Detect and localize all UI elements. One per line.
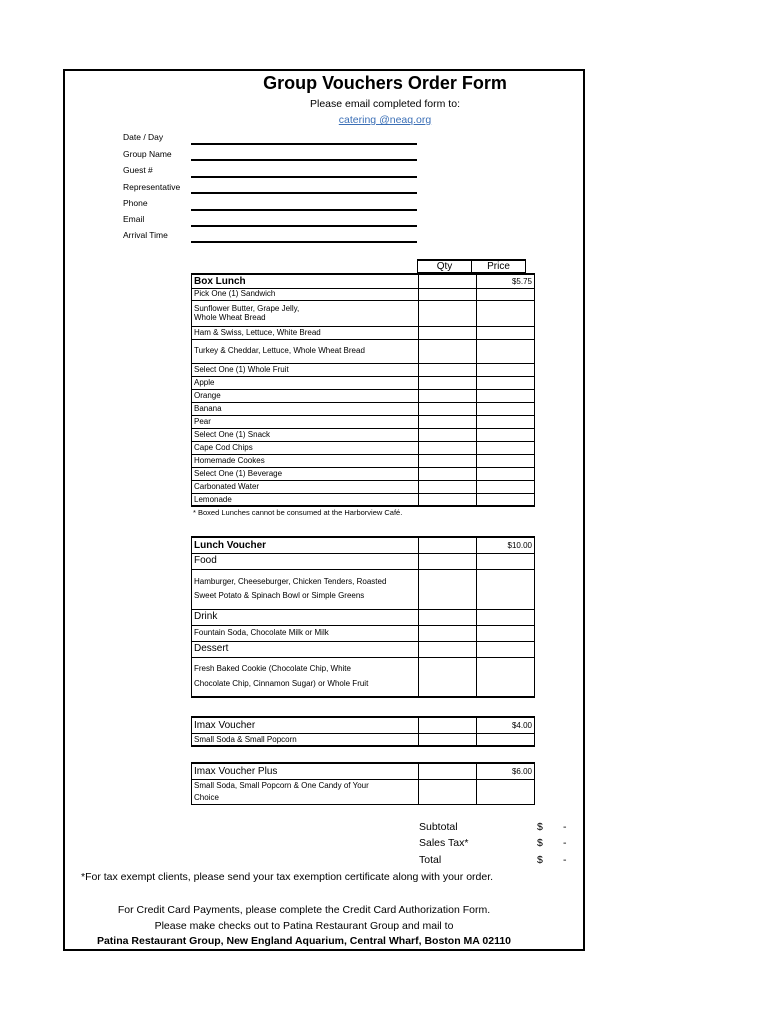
date-day-field[interactable] [191,143,417,145]
imax-voucher-qty-cell[interactable] [419,717,477,733]
table-row [192,454,535,467]
imax-voucher-price: $4.00 [477,717,535,733]
imax-voucher-plus-price: $6.00 [477,763,535,779]
price-cell [477,657,535,697]
drink-description: Fountain Soda, Chocolate Milk or Milk [192,625,419,641]
list-item: Carbonated Water [192,480,419,493]
sales-tax-currency: $ [537,837,543,849]
price-cell [477,288,535,300]
list-item: Apple [192,376,419,389]
qty-cell[interactable] [419,376,477,389]
price-cell [477,376,535,389]
table-row [192,363,535,376]
qty-cell[interactable] [419,779,477,805]
table-row [192,569,535,609]
table-row [192,480,535,493]
price-cell [477,641,535,657]
group-name-field[interactable] [191,159,417,161]
imax-voucher-plus-header-row [192,763,535,779]
sales-tax-value: - [563,837,567,849]
list-item: Pick One (1) Sandwich [192,288,419,300]
total-label: Total [419,854,442,866]
price-cell [477,441,535,454]
table-row [192,609,535,625]
imax-voucher-description: Small Soda & Small Popcorn [192,733,419,746]
food-label: Food [192,553,419,569]
credit-card-note: For Credit Card Payments, please complete the Credit Card Authorization Form. [117,904,491,916]
subtotal-label: Subtotal [419,821,458,833]
subtotal-currency: $ [537,821,543,833]
list-item: Sunflower Butter, Grape Jelly, Whole Wheat Bread [192,300,419,326]
lunch-voucher-table [191,536,535,698]
arrival-time-label: Arrival Time [123,230,168,240]
price-cell [477,733,535,746]
lunch-voucher-header-row [192,537,535,553]
table-row [192,467,535,480]
table-row [192,339,535,363]
qty-cell[interactable] [419,428,477,441]
qty-cell[interactable] [419,657,477,697]
total-value: - [563,854,567,866]
email-instruction: Please email completed form to: [310,98,460,110]
list-item: Cape Cod Chips [192,441,419,454]
qty-cell[interactable] [419,454,477,467]
imax-voucher-title: Imax Voucher [192,717,419,733]
table-row [192,326,535,339]
food-description: Hamburger, Cheeseburger, Chicken Tenders, Roasted Sweet Potato & Spinach Bowl or Simple Greens [192,569,419,609]
qty-cell[interactable] [419,480,477,493]
lunch-voucher-title: Lunch Voucher [192,537,419,553]
price-cell [477,389,535,402]
list-item: Lemonade [192,493,419,506]
table-row [192,641,535,657]
imax-voucher-header-row [192,717,535,733]
list-item: Select One (1) Whole Fruit [192,363,419,376]
price-cell [477,339,535,363]
table-row [192,288,535,300]
qty-cell[interactable] [419,288,477,300]
imax-voucher-plus-title: Imax Voucher Plus [192,763,419,779]
qty-cell[interactable] [419,300,477,326]
guest-count-field[interactable] [191,176,417,178]
qty-price-header [417,259,526,273]
box-lunch-price: $5.75 [477,274,535,288]
list-item: Turkey & Cheddar, Lettuce, Whole Wheat Bread [192,339,419,363]
date-day-label: Date / Day [123,132,164,142]
email-field[interactable] [191,225,417,227]
box-lunch-qty-cell[interactable] [419,274,477,288]
list-item: Ham & Swiss, Lettuce, White Bread [192,326,419,339]
price-cell [477,326,535,339]
phone-field[interactable] [191,209,417,211]
group-name-label: Group Name [123,149,172,159]
email-label: Email [123,214,145,224]
qty-cell[interactable] [419,641,477,657]
price-cell [477,779,535,805]
catering-email-link[interactable]: catering @neaq.org [338,114,432,126]
qty-cell[interactable] [419,467,477,480]
price-column-header: Price [472,260,526,273]
qty-cell[interactable] [419,339,477,363]
arrival-time-field[interactable] [191,241,417,243]
dessert-description: Fresh Baked Cookie (Chocolate Chip, White Chocolate Chip, Cinnamon Sugar) or Whole Fruit [192,657,419,697]
qty-cell[interactable] [419,402,477,415]
table-row [192,428,535,441]
table-row [192,441,535,454]
table-row [192,493,535,506]
box-lunch-header-row [192,274,535,288]
lunch-voucher-qty-cell[interactable] [419,537,477,553]
subtotal-value: - [563,821,567,833]
qty-cell[interactable] [419,389,477,402]
qty-cell[interactable] [419,415,477,428]
box-lunch-note: * Boxed Lunches cannot be consumed at the Harborview Café. [193,508,403,517]
price-cell [477,553,535,569]
price-cell [477,625,535,641]
price-cell [477,493,535,506]
table-row [192,657,535,697]
representative-field[interactable] [191,192,417,194]
box-lunch-table [191,273,535,507]
qty-cell[interactable] [419,553,477,569]
price-cell [477,569,535,609]
qty-column-header: Qty [418,260,472,273]
phone-label: Phone [123,198,148,208]
mailing-address: Patina Restaurant Group, New England Aquarium, Central Wharf, Boston MA 02110 [96,935,512,947]
price-cell [477,467,535,480]
lunch-voucher-price: $10.00 [477,537,535,553]
price-cell [477,609,535,625]
list-item: Homemade Cookes [192,454,419,467]
table-row [192,402,535,415]
qty-cell[interactable] [419,733,477,746]
guest-count-label: Guest # [123,165,153,175]
qty-cell[interactable] [419,363,477,376]
qty-cell[interactable] [419,441,477,454]
list-item: Banana [192,402,419,415]
price-cell [477,454,535,467]
table-row [192,625,535,641]
table-row [192,733,535,746]
imax-voucher-plus-table [191,762,535,805]
qty-cell[interactable] [419,569,477,609]
table-row [192,389,535,402]
list-item: Pear [192,415,419,428]
price-cell [477,363,535,376]
table-row [192,415,535,428]
total-currency: $ [537,854,543,866]
price-cell [477,300,535,326]
table-row [192,376,535,389]
drink-label: Drink [192,609,419,625]
tax-exempt-note: *For tax exempt clients, please send your tax exemption certificate along with your order. [81,871,494,883]
qty-cell[interactable] [419,609,477,625]
box-lunch-title: Box Lunch [192,274,419,288]
imax-voucher-plus-description: Small Soda, Small Popcorn & One Candy of Your Choice [192,779,419,805]
imax-voucher-table [191,716,535,747]
sales-tax-label: Sales Tax* [419,837,469,849]
checks-note: Please make checks out to Patina Restaurant Group and mail to [154,920,454,932]
imax-voucher-plus-qty-cell[interactable] [419,763,477,779]
price-cell [477,402,535,415]
qty-cell[interactable] [419,493,477,506]
representative-label: Representative [123,182,181,192]
table-row [192,300,535,326]
table-row [192,553,535,569]
price-cell [477,415,535,428]
price-cell [477,480,535,493]
list-item: Orange [192,389,419,402]
price-cell [477,428,535,441]
dessert-label: Dessert [192,641,419,657]
page-title: Group Vouchers Order Form [263,73,507,93]
list-item: Select One (1) Snack [192,428,419,441]
table-row [192,779,535,805]
qty-cell[interactable] [419,326,477,339]
qty-cell[interactable] [419,625,477,641]
list-item: Select One (1) Beverage [192,467,419,480]
